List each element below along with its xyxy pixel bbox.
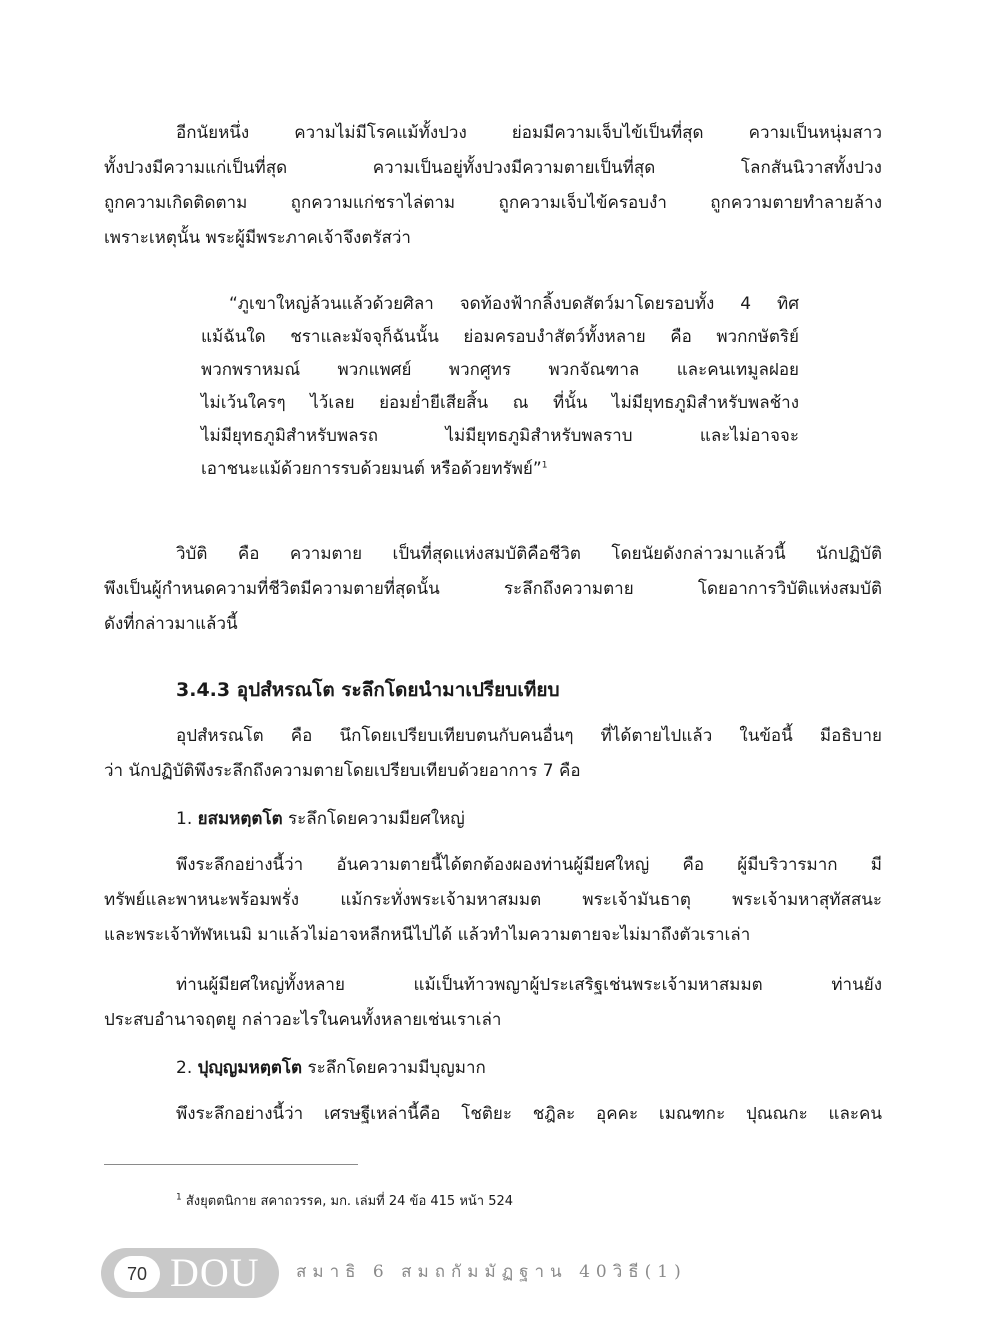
text-line: พึงระลึกอย่างนี้ว่า เศรษฐีเหล่านี้คือ โชติยะ ชฎิละ อุคคะ เมณฑกะ ปุณณกะ และคน — [176, 1104, 882, 1124]
footnote-marker: 1 — [176, 1192, 182, 1203]
block-quote — [201, 288, 799, 486]
text-line: อุปสํหรณโต คือ นึกโดยเปรียบเทียบตนกับคนอื่นๆ ที่ได้ตายไปแล้ว ในข้อนี้ มีอธิบาย — [176, 726, 882, 746]
text-line: ว่า นักปฏิบัติพึงระลึกถึงความตายโดยเปรียบเทียบด้วยอาการ 7 คือ — [104, 761, 581, 781]
list-item-2 — [176, 1053, 486, 1083]
text-line: พึงระลึกอย่างนี้ว่า อันความตายนี้ได้ตกต้องผองท่านผู้มียศใหญ่ คือ ผู้มีบริวารมาก มี — [176, 855, 882, 875]
paragraph-6 — [104, 1097, 882, 1132]
text-line: พึงเป็นผู้กำหนดความที่ชีวิตมีความตายที่สุดนั้น ระลึกถึงความตาย โดยอาการวิบัติแห่งสมบัติ — [104, 579, 882, 599]
text-line: วิบัติ คือ ความตาย เป็นที่สุดแห่งสมบัติคือชีวิต โดยนัยดังกล่าวมาแล้วนี้ นักปฏิบัติ — [176, 544, 882, 564]
text-line: ดังที่กล่าวมาแล้วนี้ — [104, 614, 238, 634]
footnote-text: สังยุตตนิกาย สคาถวรรค, มก. เล่มที่ 24 ข้อ 415 หน้า 524 — [185, 1194, 514, 1209]
term-description: ระลึกโดยความมียศใหญ่ — [288, 809, 465, 829]
paragraph-4 — [104, 848, 882, 953]
text-line: ถูกความเกิดติดตาม ถูกความแก่ชราไล่ตาม ถูกความเจ็บไข้ครอบงำ ถูกความตายทำลายล้าง — [104, 193, 882, 213]
book-title: สมาธิ 6 สมถกัมมัฏฐาน 40วิธี(1) — [296, 1262, 687, 1282]
page-footer — [0, 1245, 1000, 1305]
quote-last-text: เอาชนะแม้ด้วยการรบด้วยมนต์ หรือด้วยทรัพย์” — [201, 459, 542, 479]
text-line: เพราะเหตุนั้น พระผู้มีพระภาคเจ้าจึงตรัสว่า — [104, 228, 411, 248]
footnote-divider — [104, 1164, 358, 1165]
quote-line: ไม่มียุทธภูมิสำหรับพลรถ ไม่มียุทธภูมิสำหรับพลราบ และไม่อาจจะ — [201, 426, 799, 446]
paragraph-3 — [104, 719, 882, 789]
dou-logo: DOU — [170, 1250, 260, 1295]
page-number: 70 — [114, 1256, 160, 1292]
text-line: ประสบอำนาจฤตยู กล่าวอะไรในคนทั้งหลายเช่นเราเล่า — [104, 1010, 502, 1030]
text-line: ท่านผู้มียศใหญ่ทั้งหลาย แม้เป็นท้าวพญาผู้ประเสริฐเช่นพระเจ้ามหาสมมต ท่านยัง — [176, 975, 882, 995]
quote-line: พวกพราหมณ์ พวกแพศย์ พวกศูทร พวกจัณฑาล และคนเทมูลฝอย — [201, 360, 799, 380]
pali-term: ปุญฺญมหตฺตโต — [197, 1058, 303, 1078]
quote-line: แม้ฉันใด ชราและมัจจุก็ฉันนั้น ย่อมครอบงำสัตว์ทั้งหลาย คือ พวกกษัตริย์ — [201, 327, 799, 347]
paragraph-2 — [104, 537, 882, 642]
term-description: ระลึกโดยความมีบุญมาก — [307, 1058, 486, 1078]
list-number: 1. — [176, 809, 193, 829]
paragraph-5 — [104, 968, 882, 1038]
list-item-1 — [176, 804, 465, 834]
quote-line — [201, 453, 799, 486]
text-line: ทรัพย์และพาหนะพร้อมพรั่ง แม้กระทั่งพระเจ้ามหาสมมต พระเจ้ามันธาตุ พระเจ้ามหาสุทัสสนะ — [104, 890, 882, 910]
quote-line: “ภูเขาใหญ่ล้วนแล้วด้วยศิลา จดท้องฟ้ากลิ้งบดสัตว์มาโดยรอบทั้ง 4 ทิศ — [229, 294, 799, 314]
text-line: อีกนัยหนึ่ง ความไม่มีโรคแม้ทั้งปวง ย่อมมีความเจ็บไข้เป็นที่สุด ความเป็นหนุ่มสาว — [176, 123, 882, 143]
quote-line: ไม่เว้นใครๆ ไว้เลย ย่อมย่ำยีเสียสิ้น ณ ที่นั้น ไม่มียุทธภูมิสำหรับพลช้าง — [201, 393, 799, 413]
footnote-reference[interactable]: 1 — [541, 460, 548, 471]
pali-term: ยสมหตฺตโต — [197, 809, 283, 829]
section-heading: 3.4.3 อุปสํหรณโต ระลึกโดยนำมาเปรียบเทียบ — [176, 679, 560, 701]
footnote — [176, 1192, 513, 1212]
list-number: 2. — [176, 1058, 193, 1078]
paragraph-1 — [104, 116, 882, 256]
text-line: และพระเจ้าทัฬหเนมิ มาแล้วไม่อาจหลีกหนีไปได้ แล้วทำไมความตายจะไม่มาถึงตัวเราเล่า — [104, 925, 751, 945]
text-line: ทั้งปวงมีความแก่เป็นที่สุด ความเป็นอยู่ทั้งปวงมีความตายเป็นที่สุด โลกสันนิวาสทั้งปวง — [104, 158, 882, 178]
